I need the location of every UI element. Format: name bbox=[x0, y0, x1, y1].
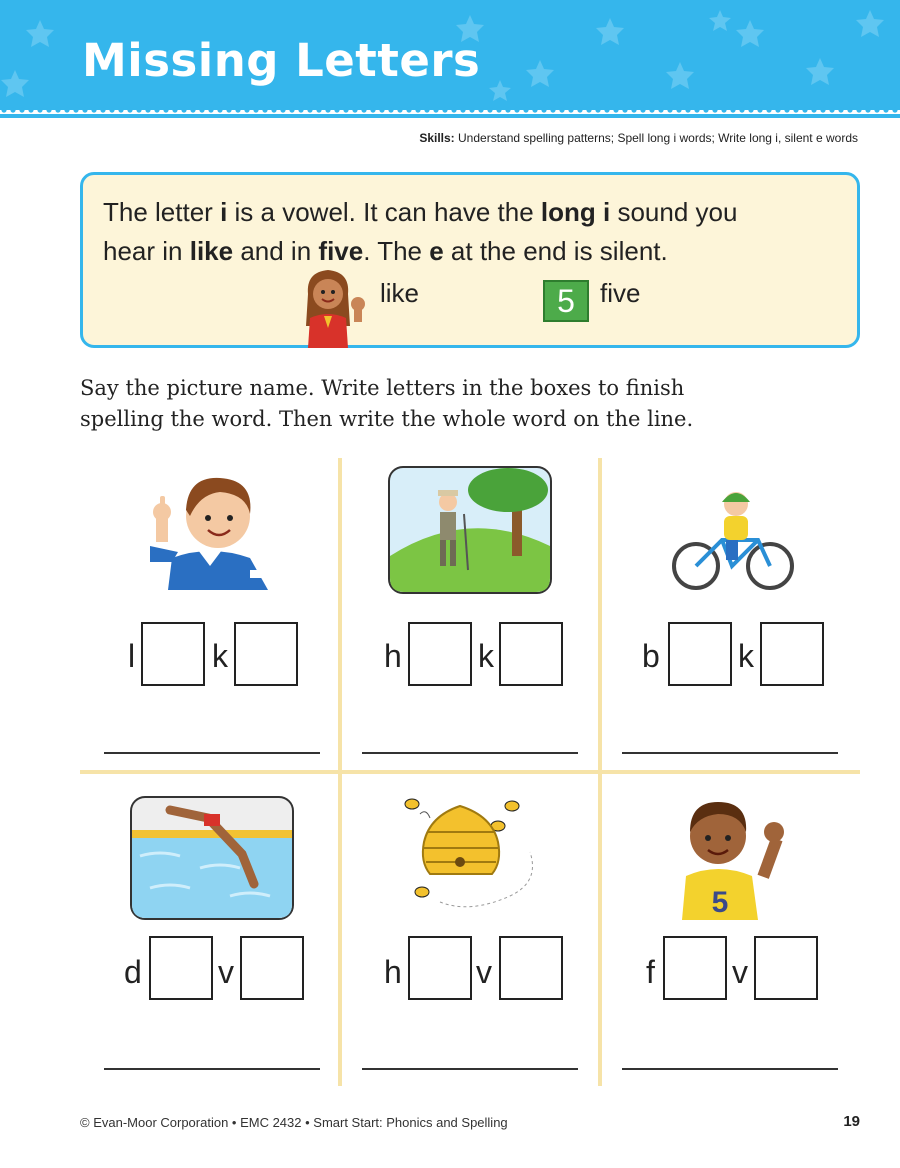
instructions bbox=[80, 373, 820, 435]
divider-dot bbox=[10, 107, 15, 112]
divider-dot bbox=[100, 107, 105, 112]
divider-dot bbox=[433, 107, 438, 112]
divider-dot bbox=[694, 107, 699, 112]
divider-dot bbox=[559, 107, 564, 112]
given-letter: k bbox=[212, 638, 228, 674]
skills-line bbox=[419, 131, 858, 145]
divider-dot bbox=[136, 107, 141, 112]
answer-line[interactable] bbox=[104, 752, 320, 754]
info-bold: e bbox=[429, 236, 444, 266]
given-letter: k bbox=[738, 638, 754, 674]
divider-dot bbox=[847, 107, 852, 112]
divider-dot bbox=[613, 107, 618, 112]
divider-dot bbox=[622, 107, 627, 112]
example-like: like bbox=[380, 278, 420, 308]
divider-dot bbox=[865, 107, 870, 112]
divider-dot bbox=[298, 107, 303, 112]
info-box bbox=[80, 172, 860, 348]
diver-in-pool-picture bbox=[130, 796, 294, 920]
divider-dot bbox=[262, 107, 267, 112]
divider-dot bbox=[883, 107, 888, 112]
divider-dot bbox=[838, 107, 843, 112]
info-text-part: at the end is silent. bbox=[443, 236, 668, 266]
divider-dot bbox=[19, 107, 24, 112]
boy-waving-five-shirt-picture bbox=[674, 794, 788, 920]
divider-dot bbox=[568, 107, 573, 112]
divider-dot bbox=[1, 107, 6, 112]
divider-dot bbox=[307, 107, 312, 112]
info-text-part: is a vowel. It can have the bbox=[227, 197, 541, 227]
letter-box[interactable] bbox=[760, 622, 824, 686]
divider-dot bbox=[343, 107, 348, 112]
letter-box[interactable] bbox=[408, 936, 472, 1000]
divider-dot bbox=[640, 107, 645, 112]
info-text-part: hear in bbox=[103, 236, 190, 266]
letter-box[interactable] bbox=[499, 622, 563, 686]
divider-dot bbox=[541, 107, 546, 112]
divider-dot bbox=[415, 107, 420, 112]
divider-dot bbox=[595, 107, 600, 112]
divider-dot bbox=[244, 107, 249, 112]
divider-dot bbox=[109, 107, 114, 112]
divider-dot bbox=[46, 107, 51, 112]
divider-dot bbox=[397, 107, 402, 112]
divider-dot bbox=[685, 107, 690, 112]
svg-text:5: 5 bbox=[711, 886, 729, 919]
divider-dot bbox=[577, 107, 582, 112]
divider-dot bbox=[703, 107, 708, 112]
five-numeral-icon: 5 bbox=[543, 280, 589, 322]
footer-credit: © Evan-Moor Corporation • EMC 2432 • Smart Start: Phonics and Spelling bbox=[80, 1115, 508, 1130]
divider-dot bbox=[676, 107, 681, 112]
divider-dot bbox=[145, 107, 150, 112]
given-letter: k bbox=[478, 638, 494, 674]
divider-dot bbox=[757, 107, 762, 112]
header-rule bbox=[0, 114, 900, 118]
info-bold: like bbox=[189, 236, 234, 266]
hiker-on-hill-picture bbox=[388, 466, 552, 594]
info-text-part: The letter bbox=[103, 197, 221, 227]
divider-dot bbox=[451, 107, 456, 112]
divider-dot bbox=[874, 107, 879, 112]
divider-dot bbox=[217, 107, 222, 112]
instructions-line: Say the picture name. Write letters in the boxes to finish bbox=[80, 376, 685, 400]
info-text-part: . The bbox=[363, 236, 430, 266]
divider-dot bbox=[631, 107, 636, 112]
beehive-picture bbox=[400, 792, 544, 916]
given-letter: d bbox=[124, 954, 142, 990]
given-letter: h bbox=[384, 638, 402, 674]
divider-dot bbox=[712, 107, 717, 112]
divider-dot bbox=[460, 107, 465, 112]
divider-dot bbox=[127, 107, 132, 112]
info-bold: i bbox=[220, 197, 228, 227]
answer-line[interactable] bbox=[362, 752, 578, 754]
divider-dot bbox=[199, 107, 204, 112]
answer-line[interactable] bbox=[104, 1068, 320, 1070]
given-letter: h bbox=[384, 954, 402, 990]
divider-dot bbox=[334, 107, 339, 112]
boy-thumbs-up-picture bbox=[150, 466, 272, 590]
info-text-part: sound you bbox=[610, 197, 738, 227]
divider-dot bbox=[253, 107, 258, 112]
info-bold: five bbox=[318, 236, 364, 266]
divider-dot bbox=[775, 107, 780, 112]
divider-dot bbox=[280, 107, 285, 112]
given-letter: v bbox=[476, 954, 492, 990]
divider-dot bbox=[316, 107, 321, 112]
skills-label: Skills: bbox=[419, 131, 455, 145]
divider-dot bbox=[667, 107, 672, 112]
page-title: Missing Letters bbox=[82, 34, 481, 87]
divider-dot bbox=[352, 107, 357, 112]
letter-box[interactable] bbox=[668, 622, 732, 686]
divider-dot bbox=[784, 107, 789, 112]
letter-box[interactable] bbox=[499, 936, 563, 1000]
divider-dot bbox=[226, 107, 231, 112]
letter-box[interactable] bbox=[141, 622, 205, 686]
divider-dot bbox=[361, 107, 366, 112]
divider-dot bbox=[370, 107, 375, 112]
divider-dot bbox=[73, 107, 78, 112]
page-number: 19 bbox=[843, 1113, 860, 1130]
divider-dot bbox=[748, 107, 753, 112]
divider-dot bbox=[91, 107, 96, 112]
divider-dot bbox=[442, 107, 447, 112]
divider-dot bbox=[289, 107, 294, 112]
divider-dot bbox=[721, 107, 726, 112]
divider-dot bbox=[532, 107, 537, 112]
example-five: five bbox=[600, 278, 641, 308]
info-text bbox=[103, 193, 843, 271]
divider-dot bbox=[37, 107, 42, 112]
letter-box[interactable] bbox=[754, 936, 818, 1000]
divider-dot bbox=[523, 107, 528, 112]
letter-box[interactable] bbox=[240, 936, 304, 1000]
divider-dot bbox=[739, 107, 744, 112]
divider-dot bbox=[208, 107, 213, 112]
given-letter: f bbox=[646, 954, 655, 990]
instructions-line: spelling the word. Then write the whole word on the line. bbox=[80, 407, 694, 431]
divider-dot bbox=[154, 107, 159, 112]
answer-line[interactable] bbox=[362, 1068, 578, 1070]
divider-dot bbox=[487, 107, 492, 112]
boy-on-bike-picture bbox=[672, 490, 796, 594]
letter-box[interactable] bbox=[149, 936, 213, 1000]
divider-dot bbox=[766, 107, 771, 112]
divider-dot bbox=[379, 107, 384, 112]
divider-dot bbox=[658, 107, 663, 112]
answer-line[interactable] bbox=[622, 1068, 838, 1070]
divider-dot bbox=[55, 107, 60, 112]
skills-text: Understand spelling patterns; Spell long i words; Write long i, silent e words bbox=[458, 131, 858, 145]
divider-dot bbox=[118, 107, 123, 112]
letter-box[interactable] bbox=[408, 622, 472, 686]
girl-thumbs-up-picture bbox=[296, 266, 372, 348]
info-bold: long i bbox=[540, 197, 611, 227]
divider-dot bbox=[388, 107, 393, 112]
divider-dot bbox=[172, 107, 177, 112]
letter-box[interactable] bbox=[663, 936, 727, 1000]
given-letter: v bbox=[218, 954, 234, 990]
divider-dot bbox=[793, 107, 798, 112]
given-letter: b bbox=[642, 638, 660, 674]
divider-dot bbox=[82, 107, 87, 112]
divider-dot bbox=[469, 107, 474, 112]
divider-dot bbox=[802, 107, 807, 112]
divider-dot bbox=[505, 107, 510, 112]
given-letter: l bbox=[128, 638, 136, 674]
divider-dot bbox=[550, 107, 555, 112]
divider-dot bbox=[235, 107, 240, 112]
divider-dot bbox=[325, 107, 330, 112]
info-text-part: and in bbox=[233, 236, 319, 266]
divider-dot bbox=[496, 107, 501, 112]
divider-dot bbox=[271, 107, 276, 112]
divider-dot bbox=[586, 107, 591, 112]
divider-dot bbox=[892, 107, 897, 112]
dotted-divider bbox=[0, 106, 900, 114]
divider-dot bbox=[28, 107, 33, 112]
divider-dot bbox=[820, 107, 825, 112]
grid-divider bbox=[80, 770, 860, 774]
divider-dot bbox=[829, 107, 834, 112]
divider-dot bbox=[514, 107, 519, 112]
divider-dot bbox=[811, 107, 816, 112]
header-banner bbox=[0, 0, 900, 110]
answer-line[interactable] bbox=[622, 752, 838, 754]
divider-dot bbox=[163, 107, 168, 112]
divider-dot bbox=[604, 107, 609, 112]
divider-dot bbox=[856, 107, 861, 112]
divider-dot bbox=[730, 107, 735, 112]
letter-box[interactable] bbox=[234, 622, 298, 686]
divider-dot bbox=[190, 107, 195, 112]
divider-dot bbox=[406, 107, 411, 112]
divider-dot bbox=[478, 107, 483, 112]
divider-dot bbox=[64, 107, 69, 112]
divider-dot bbox=[181, 107, 186, 112]
given-letter: v bbox=[732, 954, 748, 990]
divider-dot bbox=[424, 107, 429, 112]
divider-dot bbox=[649, 107, 654, 112]
